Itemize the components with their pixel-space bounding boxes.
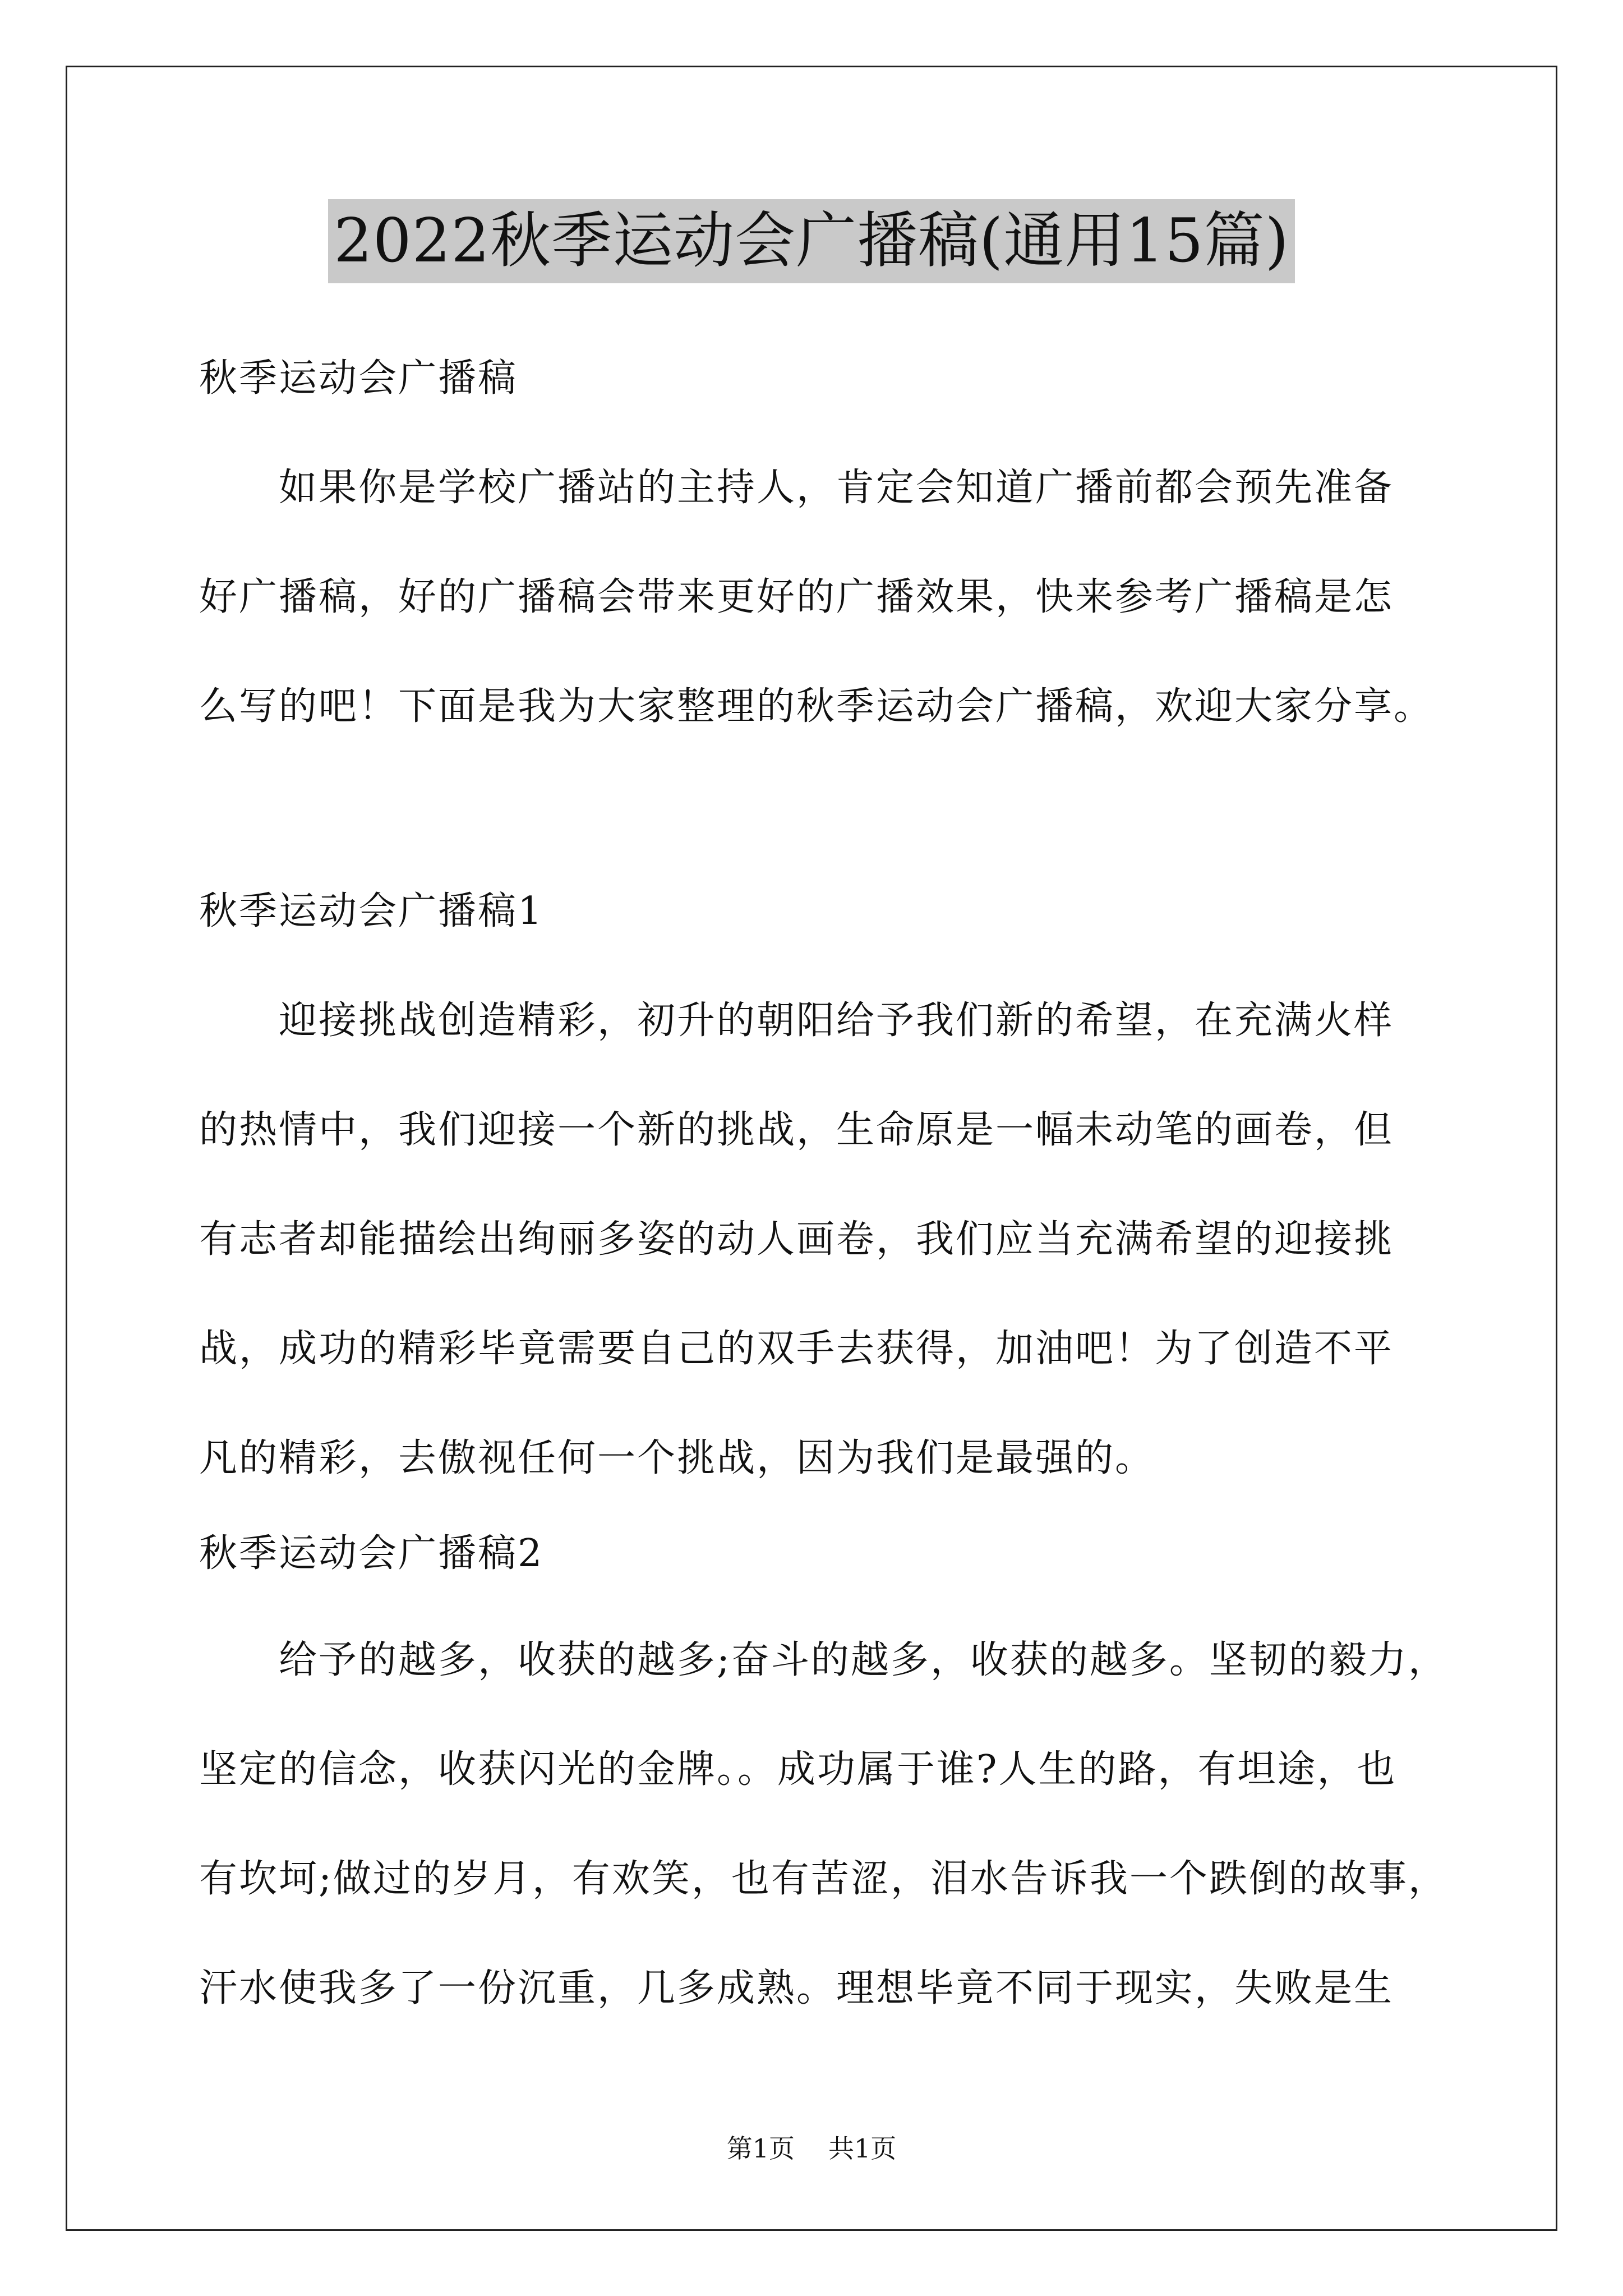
paragraph-line: 如果你是学校广播站的主持人，肯定会知道广播前都会预先准备 bbox=[199, 466, 1394, 510]
paragraph bbox=[199, 466, 1433, 729]
paragraph-line: 的热情中，我们迎接一个新的挑战，生命原是一幅未动笔的画卷，但 bbox=[199, 1108, 1394, 1152]
paragraph-line: 凡的精彩，去傲视任何一个挑战，因为我们是最强的。 bbox=[199, 1436, 1155, 1480]
section-heading: 秋季运动会广播稿1 bbox=[199, 889, 544, 933]
page-total: 共1页 bbox=[828, 2133, 897, 2164]
paragraph-line: 么写的吧！下面是我为大家整理的秋季运动会广播稿，欢迎大家分享。 bbox=[199, 684, 1434, 729]
paragraph-line: 汗水使我多了一份沉重，几多成熟。理想毕竟不同于现实，失败是生 bbox=[199, 1966, 1394, 2010]
section-heading: 秋季运动会广播稿 bbox=[199, 356, 518, 401]
paragraph-line: 好广播稿，好的广播稿会带来更好的广播效果，快来参考广播稿是怎 bbox=[199, 575, 1394, 619]
paragraph-line: 迎接挑战创造精彩，初升的朝阳给予我们新的希望，在充满火样 bbox=[199, 999, 1394, 1043]
paragraph bbox=[199, 1638, 1448, 2011]
paragraph-line: 有坎坷;做过的岁月，有欢笑，也有苦涩，泪水告诉我一个跌倒的故事， bbox=[199, 1857, 1448, 1901]
title-container bbox=[0, 199, 1623, 283]
paragraph bbox=[199, 999, 1433, 1481]
paragraph-line: 战，成功的精彩毕竟需要自己的双手去获得，加油吧！为了创造不平 bbox=[199, 1327, 1394, 1371]
paragraph-line: 有志者却能描绘出绚丽多姿的动人画卷，我们应当充满希望的迎接挑 bbox=[199, 1217, 1394, 1262]
section-heading: 秋季运动会广播稿2 bbox=[199, 1531, 544, 1576]
page-number: 第1页 bbox=[726, 2133, 795, 2164]
document-title: 2022秋季运动会广播稿(通用15篇) bbox=[328, 199, 1295, 283]
page-footer bbox=[0, 2132, 1623, 2165]
paragraph-line: 坚定的信念，收获闪光的金牌。。成功属于谁?人生的路，有坦途，也 bbox=[199, 1747, 1397, 1792]
paragraph-line: 给予的越多，收获的越多;奋斗的越多，收获的越多。坚韧的毅力， bbox=[199, 1638, 1448, 1682]
